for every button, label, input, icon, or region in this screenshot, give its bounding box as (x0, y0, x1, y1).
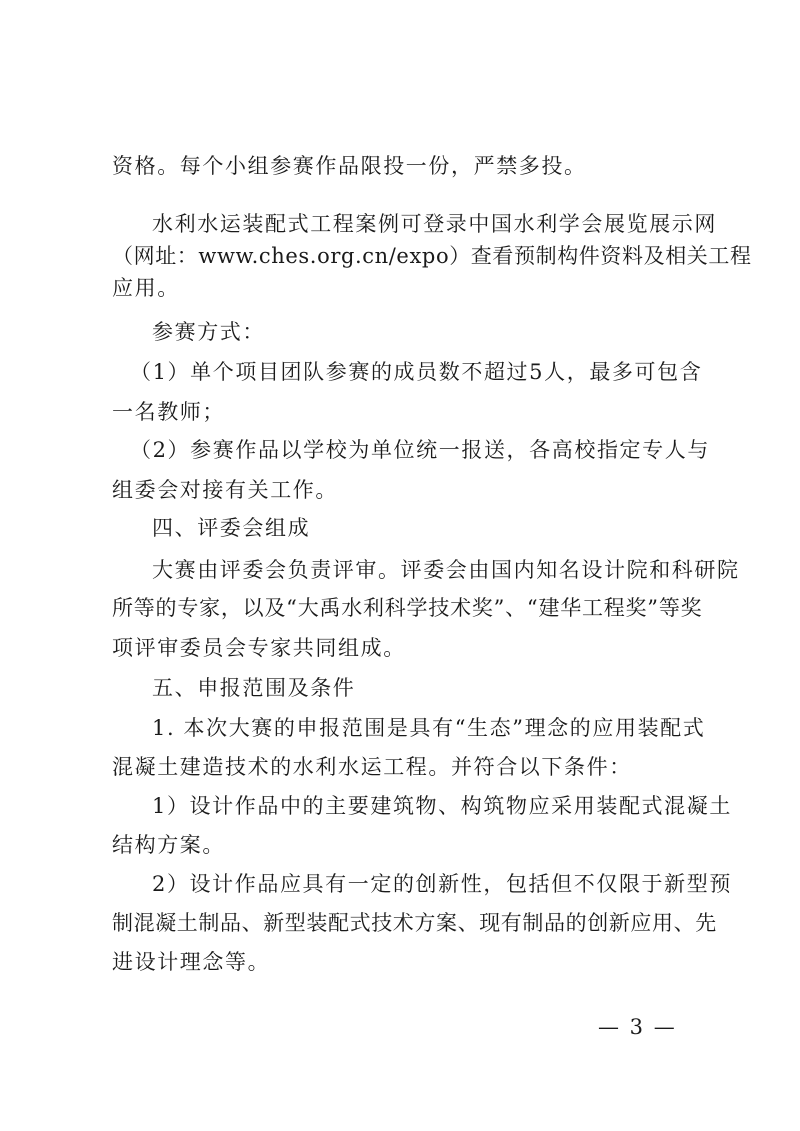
paragraph-line: 1. 本次大赛的申报范围是具有“生态”理念的应用装配式 (152, 716, 706, 740)
paragraph-line: 1）设计作品中的主要建筑物、构筑物应采用装配式混凝土 (152, 794, 732, 818)
paragraph-line: 项评审委员会专家共同组成。 (112, 636, 406, 660)
paragraph-line: 水利水运装配式工程案例可登录中国水利学会展览展示网 (152, 212, 717, 236)
page-number: — 3 — (598, 1015, 677, 1039)
paragraph-line: 制混凝土制品、新型装配式技术方案、现有制品的创新应用、先 (112, 911, 717, 935)
paragraph-line: 组委会对接有关工作。 (112, 478, 338, 502)
section-label: 参赛方式： (152, 320, 265, 344)
paragraph-line: （网址：www.ches.org.cn/expo）查看预制构件资料及相关工程 (112, 244, 752, 268)
paragraph-line: 所等的专家，以及“大禹水利科学技术奖”、“建华工程奖”等奖 (112, 596, 702, 620)
paragraph-line: （1）单个项目团队参赛的成员数不超过5人，最多可包含 (130, 360, 703, 384)
section-heading: 五、申报范围及条件 (152, 676, 356, 700)
section-heading: 四、评委会组成 (152, 516, 311, 540)
paragraph-line: 资格。每个小组参赛作品限投一份，严禁多投。 (112, 154, 587, 178)
paragraph-line: 混凝土建造技术的水利水运工程。并符合以下条件： (112, 755, 632, 779)
paragraph-line: 结构方案。 (112, 833, 225, 857)
paragraph-line: 应用。 (112, 276, 180, 300)
paragraph-line: 进设计理念等。 (112, 950, 271, 974)
paragraph-line: （2）参赛作品以学校为单位统一报送，各高校指定专人与 (130, 438, 710, 462)
paragraph-line: 一名教师； (112, 400, 225, 424)
paragraph-line: 2）设计作品应具有一定的创新性，包括但不仅限于新型预 (152, 872, 732, 896)
paragraph-line: 大赛由评委会负责评审。评委会由国内知名设计院和科研院 (152, 558, 740, 582)
